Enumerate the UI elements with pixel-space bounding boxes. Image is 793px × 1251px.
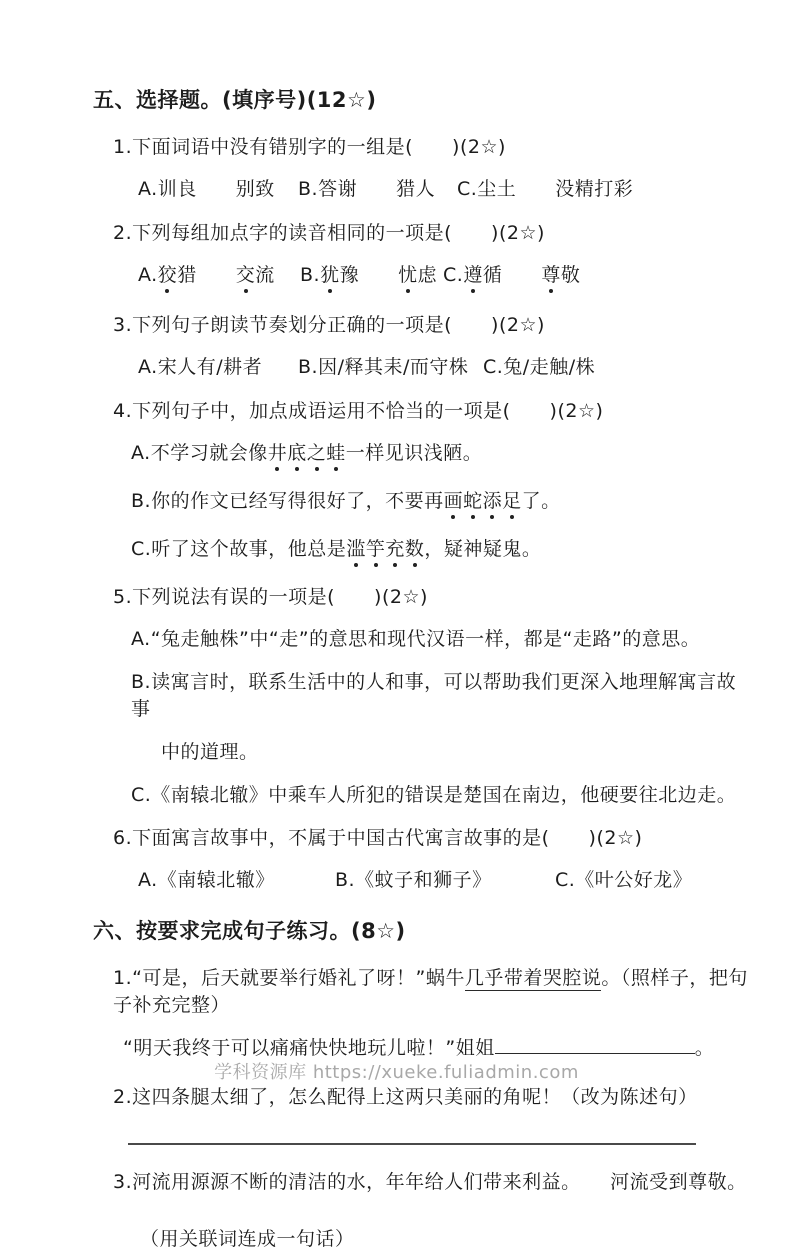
s6-item1-line2: “明天我终于可以痛痛快快地玩儿啦！”姐姐 。 (123, 1037, 715, 1059)
q2-options (138, 260, 753, 287)
q4-option-b: B.你的作文已经写得很好了，不要再画蛇添足了。 (131, 486, 753, 513)
q3-option-a: A.宋人有/耕者 (138, 356, 263, 378)
q1-stem: 1.下面词语中没有错别字的一组是( )(2☆) (113, 136, 506, 158)
q3-options (138, 352, 753, 379)
answer-line (128, 1143, 696, 1145)
s6-item3-line1: 3.河流用源源不断的清洁的水，年年给人们带来利益。 河流受到尊敬。 (113, 1171, 747, 1193)
q4-option-c: C.听了这个故事，他总是滥竽充数，疑神疑鬼。 (131, 534, 753, 561)
q2-option-c: C.遵循 尊敬 (443, 260, 580, 287)
q6-stem: 6.下面寓言故事中，不属于中国古代寓言故事的是( )(2☆) (113, 827, 643, 849)
q3-stem: 3.下列句子朗读节奏划分正确的一项是( )(2☆) (113, 314, 545, 336)
q4-option-a: A.不学习就会像井底之蛙一样见识浅陋。 (131, 438, 753, 465)
section-five-title: 五、选择题。(填序号)(12☆) (93, 88, 377, 112)
q6-option-b: B.《蚊子和狮子》 (335, 869, 492, 891)
q5-option-c: C.《南辕北辙》中乘车人所犯的错误是楚国在南边，他硬要往北边走。 (131, 784, 737, 806)
q6-option-a: A.《南辕北辙》 (138, 869, 275, 891)
q4-stem: 4.下列句子中，加点成语运用不恰当的一项是( )(2☆) (113, 400, 604, 422)
q2-option-a: A.狡猎 交流 (138, 260, 300, 287)
q5-option-b-line1: B.读寓言时，联系生活中的人和事，可以帮助我们更深入地理解寓言故事 (131, 671, 737, 720)
q6-options (138, 865, 753, 892)
q1-options (138, 174, 753, 201)
s6-item3-line2: （用关联词连成一句话） (140, 1228, 355, 1250)
s6-item1-line1: 1.“可是，后天就要举行婚礼了呀！”蜗牛几乎带着哭腔说。（照样子，把句子补充完整） (113, 967, 748, 1016)
q6-option-c: C.《叶公好龙》 (555, 869, 693, 891)
s6-item2: 2.这四条腿太细了，怎么配得上这两只美丽的角呢！（改为陈述句） (113, 1086, 698, 1108)
section-six-title: 六、按要求完成句子练习。(8☆) (93, 919, 406, 943)
q3-option-b: B.因/释其耒/而守株 (298, 356, 469, 378)
q1-option-b: B.答谢 猎人 (298, 178, 436, 200)
q1-option-c: C.尘土 没精打彩 (457, 178, 634, 200)
q1-option-a: A.训良 别致 (138, 178, 275, 200)
q5-stem: 5.下列说法有误的一项是( )(2☆) (113, 586, 428, 608)
q2-option-b: B.犹豫 忧虑 (300, 260, 443, 287)
q5-option-b-line2: 中的道理。 (161, 741, 259, 763)
q3-option-c: C.兔/走触/株 (483, 356, 596, 378)
q2-stem: 2.下列每组加点字的读音相同的一项是( )(2☆) (113, 222, 545, 244)
footer-watermark: 学科资源库 https://xueke.fuliadmin.com (214, 1062, 579, 1083)
q5-option-a: A.“兔走触株”中“走”的意思和现代汉语一样，都是“走路”的意思。 (131, 628, 701, 650)
